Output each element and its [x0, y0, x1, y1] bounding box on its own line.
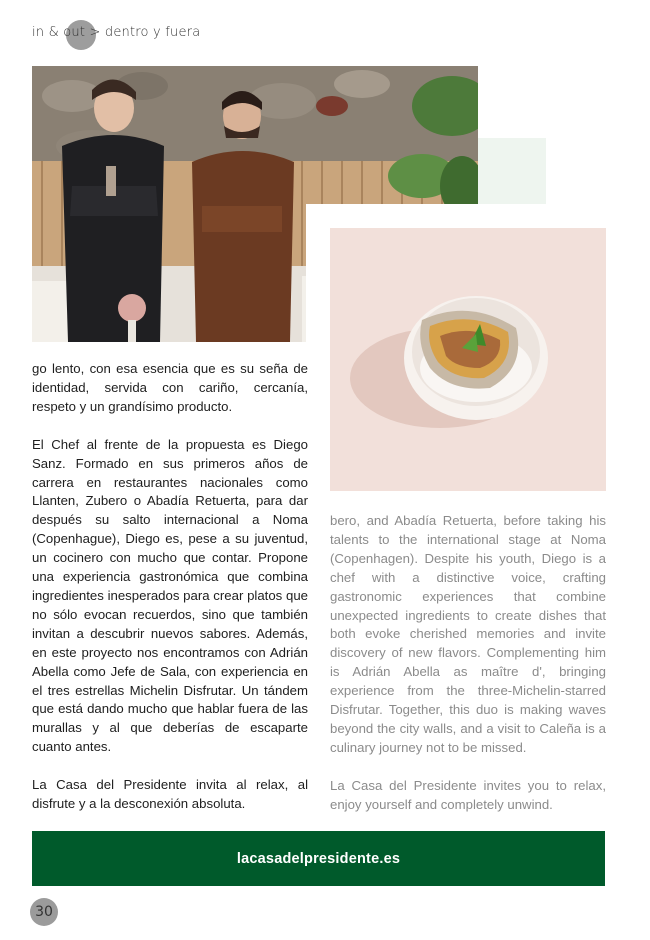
en-paragraph-2: La Casa del Presidente invites you to relax, enjoy yourself and completely unwind.	[330, 777, 606, 812]
section-header	[32, 22, 200, 48]
es-paragraph-1: go lento, con esa esencia que es su seña de identidad, servida con cariño, cercanía, respeto y un grandísimo producto.	[32, 361, 308, 414]
section-title: in & out > dentro y fuera	[32, 25, 201, 40]
green-accent-block	[470, 138, 546, 204]
english-column	[330, 512, 606, 834]
page-number-label: 30	[35, 904, 53, 920]
en-paragraph-1: bero, and Abadía Retuerta, before taking his talents to the international stage at Noma (Copenhagen). Despite his youth, Diego is a chef with a distinctive voice, crafting gastronomic experiences that combine unexpected ingredients to create dishes that both evoke cherished memories and invite discovery of new flavors. Complementing him is Adrián Abella as maître d', bringing experience from the three-Michelin-starred Disfrutar. Together, this duo is making waves beyond the city walls, and a visit to Caleña is a culinary journey not to be missed.	[330, 513, 606, 755]
spanish-column	[32, 360, 308, 833]
website-banner[interactable]	[32, 831, 605, 886]
page-number	[30, 898, 58, 926]
website-link[interactable]: lacasadelpresidente.es	[236, 850, 401, 867]
es-paragraph-3: La Casa del Presidente invita al relax, al disfrute y a la desconexión absoluta.	[32, 777, 308, 812]
es-paragraph-2: El Chef al frente de la propuesta es Diego Sanz. Formado en sus primeros años de carrera en restaurantes nacionales como Llanten, Zubero o Abadía Retuerta, para dar después su salto internacional a Noma (Copenhague), Diego es, pese a su juventud, un cocinero con mucho que contar. Propone una experiencia gastronómica que combina ingredientes inesperados para crear platos que no sólo evocan recuerdos, sino que también invitan a descubrir nuevos sabores. Además, en este proyecto nos encontramos con Adrián Abella como Jefe de Sala, con experiencia en el tres estrellas Michelin Disfrutar. Un tándem que está dando mucho que hablar fuera de las murallas y al que deberías de escaparte cuanto antes.	[32, 436, 308, 755]
oyster-photo	[330, 228, 606, 491]
